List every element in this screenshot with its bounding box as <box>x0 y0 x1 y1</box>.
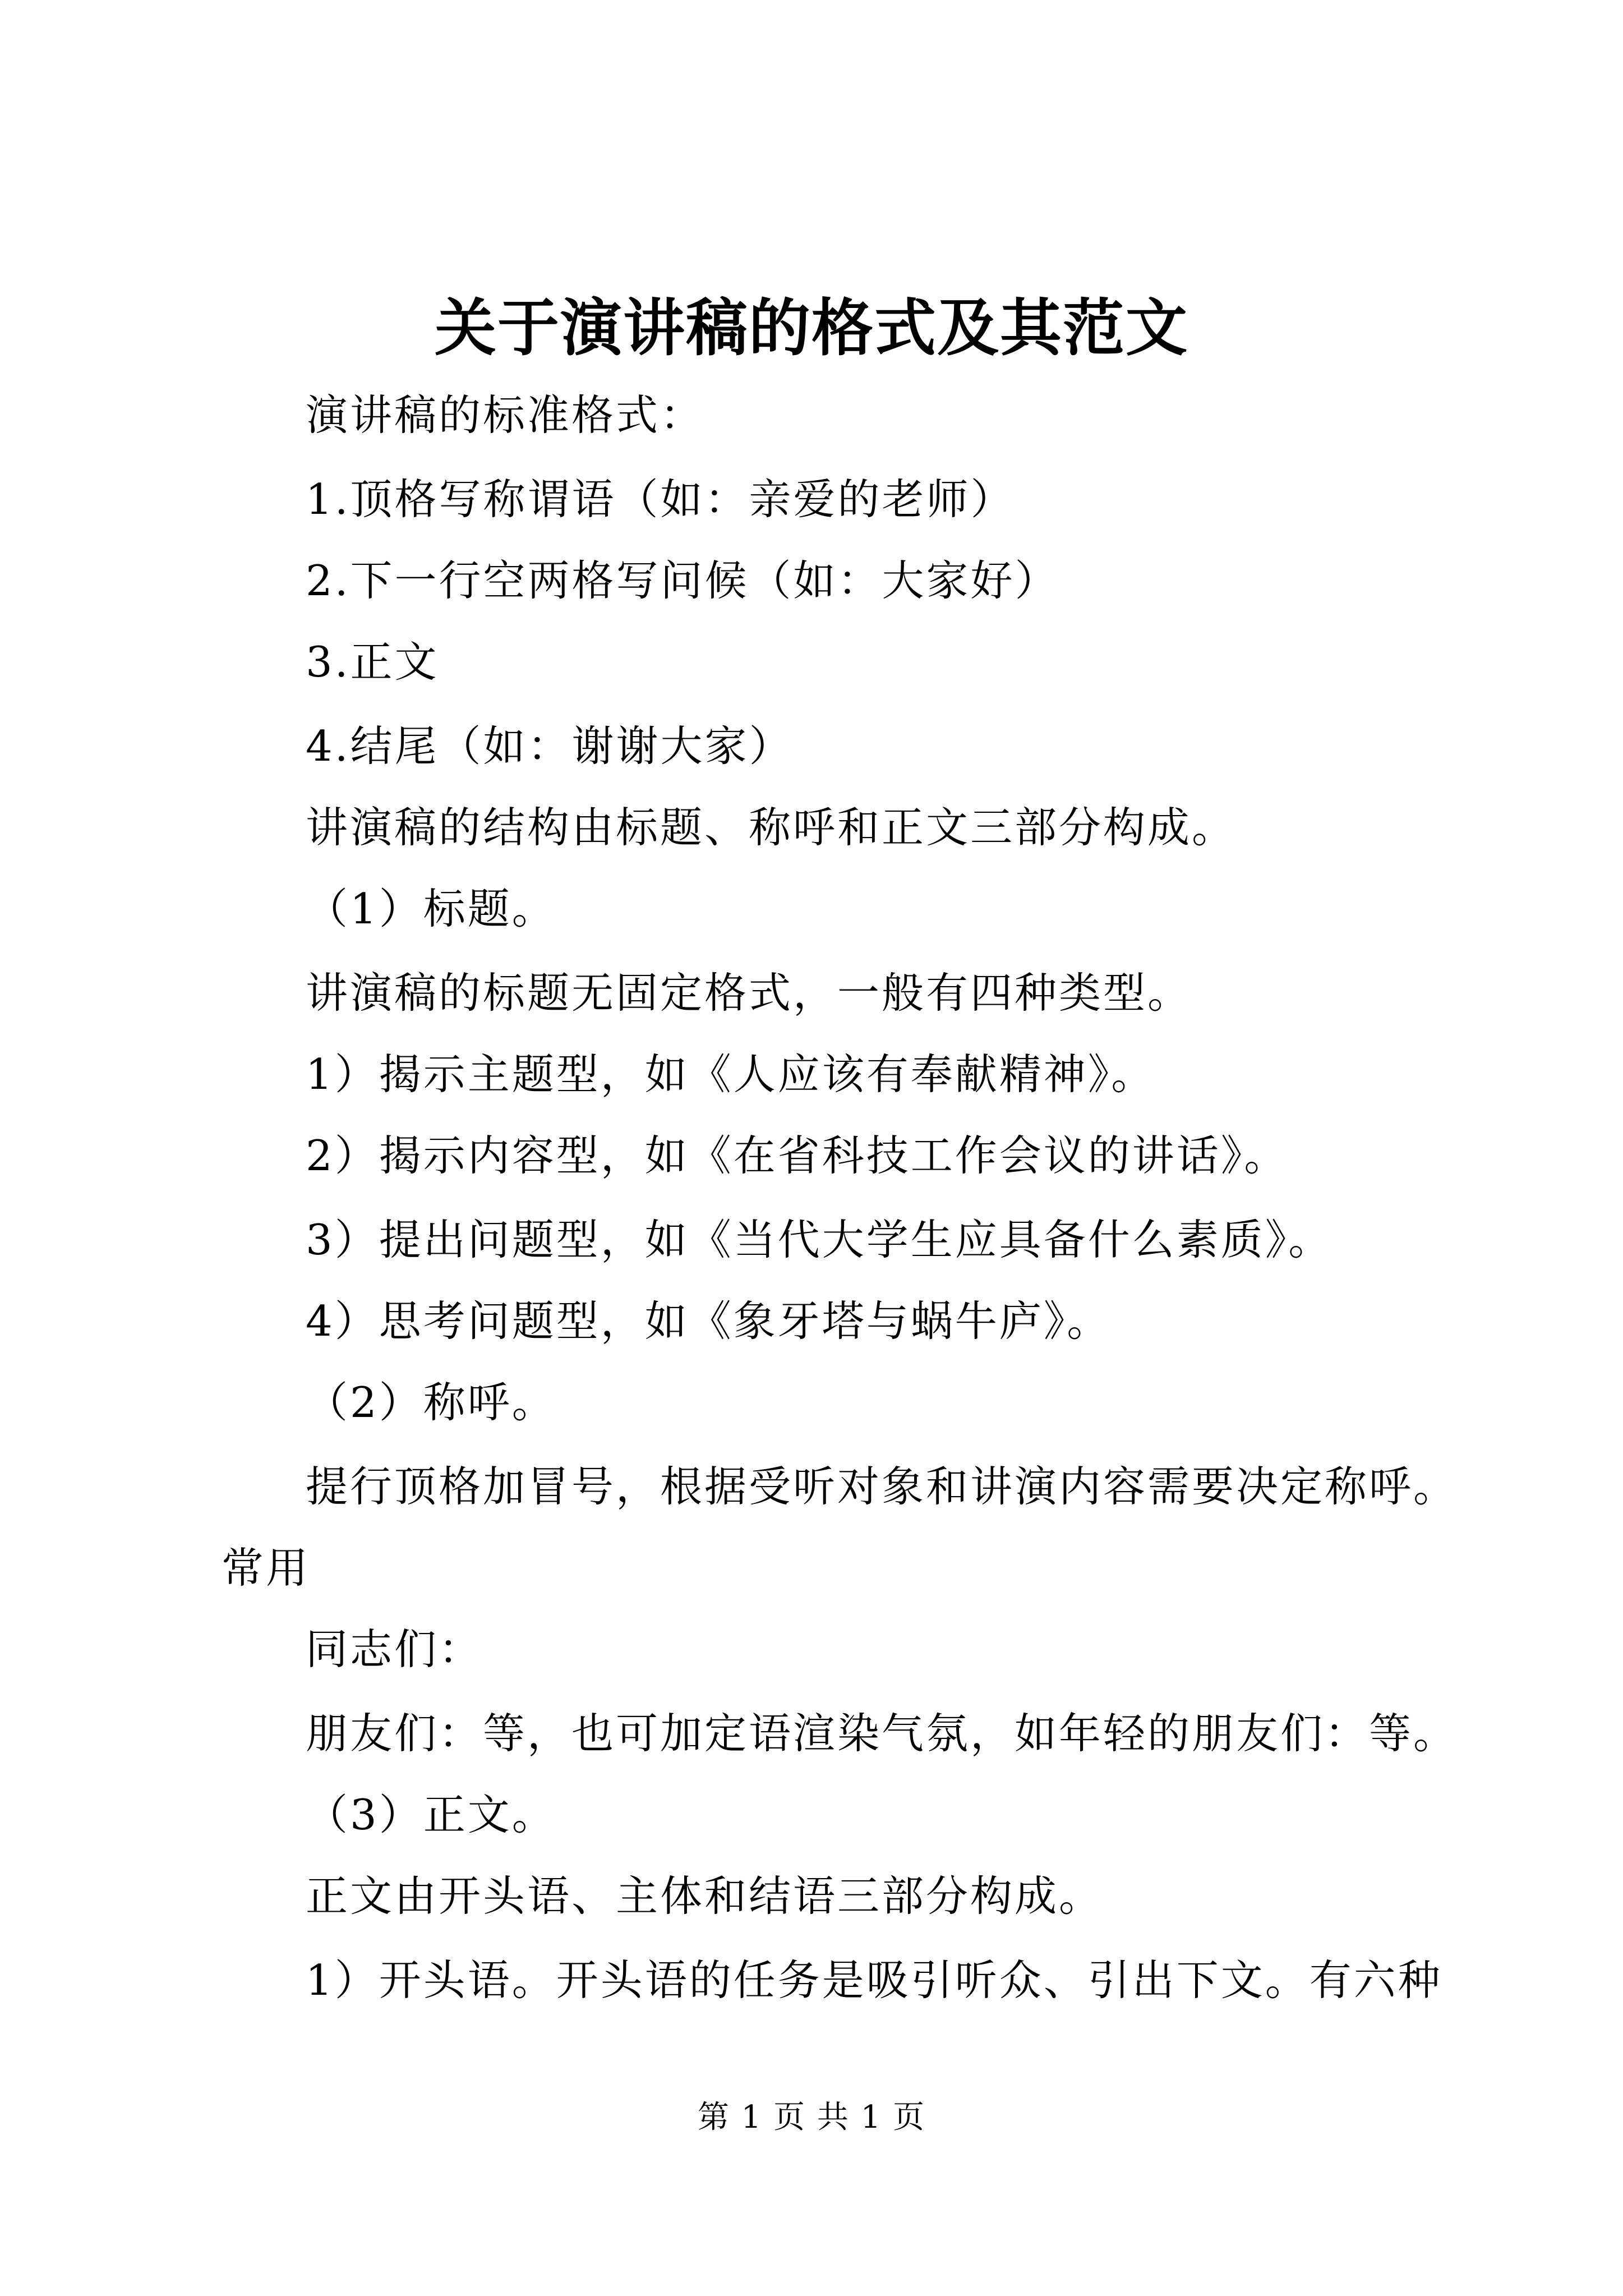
text-line: 1）开头语。开头语的任务是吸引听众、引出下文。有六种 <box>306 1955 1442 2005</box>
text-line: （3）正文。 <box>306 1790 556 1839</box>
text-line: 2.下一行空两格写问候（如：大家好） <box>306 556 1059 605</box>
text-line: 1）揭示主题型，如《人应该有奉献精神》。 <box>306 1050 1156 1099</box>
text-line: 2）揭示内容型，如《在省科技工作会议的讲话》。 <box>306 1131 1289 1180</box>
text-line: （2）称呼。 <box>306 1378 556 1427</box>
text-line: 3）提出问题型，如《当代大学生应具备什么素质》。 <box>306 1215 1333 1264</box>
text-line: （1）标题。 <box>306 884 556 933</box>
text-line: 讲演稿的标题无固定格式，一般有四种类型。 <box>306 968 1192 1018</box>
text-line: 常用 <box>222 1543 311 1593</box>
text-line: 演讲稿的标准格式： <box>306 390 705 440</box>
text-line: 提行顶格加冒号，根据受听对象和讲演内容需要决定称呼。 <box>306 1462 1458 1511</box>
page-footer: 第 1 页 共 1 页 <box>697 2099 926 2136</box>
text-line: 1.顶格写称谓语（如：亲爱的老师） <box>306 475 1015 524</box>
text-line: 4）思考问题型，如《象牙塔与蜗牛庐》。 <box>306 1296 1112 1346</box>
text-line: 讲演稿的结构由标题、称呼和正文三部分构成。 <box>306 803 1237 852</box>
text-line: 4.结尾（如：谢谢大家） <box>306 721 794 771</box>
text-line: 正文由开头语、主体和结语三部分构成。 <box>306 1871 1104 1921</box>
text-line: 同志们： <box>306 1625 483 1674</box>
text-line: 3.正文 <box>306 637 439 687</box>
document-title: 关于演讲稿的格式及其范文 <box>435 292 1188 364</box>
text-line: 朋友们：等，也可加定语渲染气氛，如年轻的朋友们：等。 <box>306 1709 1458 1758</box>
